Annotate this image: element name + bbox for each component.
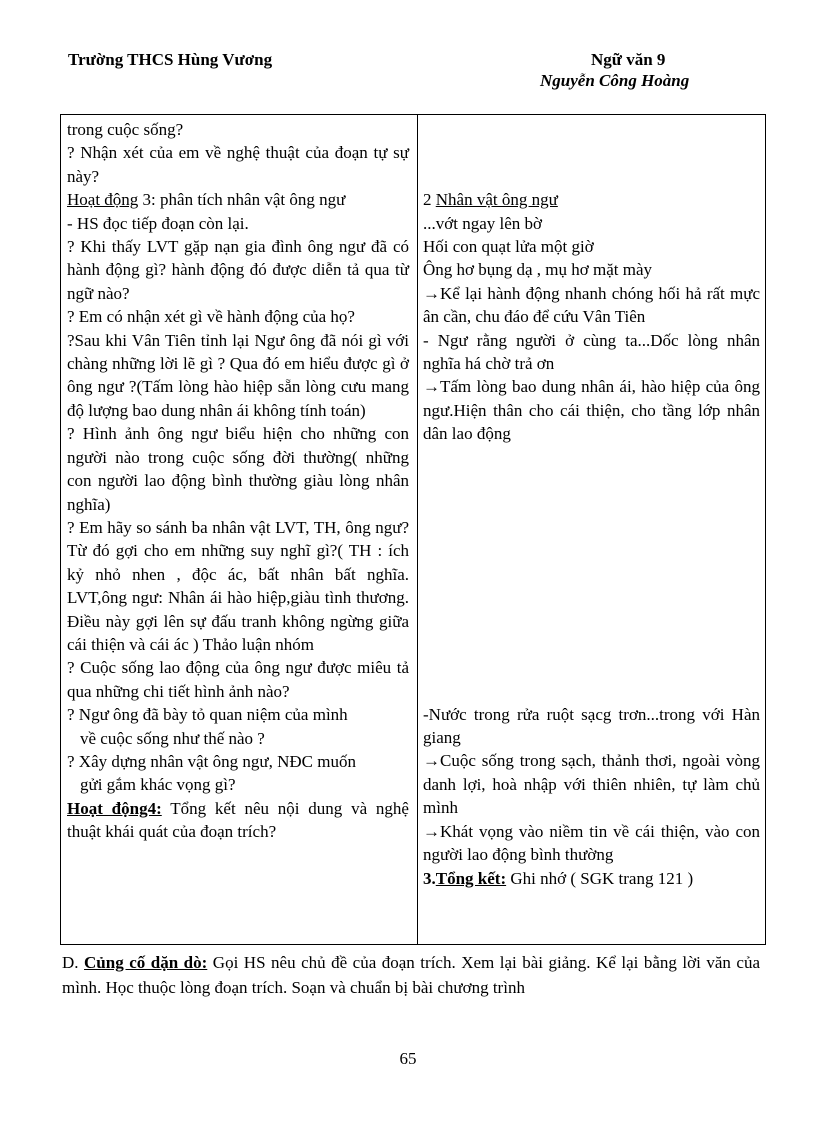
footer-text: Gọi HS nêu chủ đề của đoạn trích. Xem lại bài giảng. Kể lại bằng lời văn của mình. Học thuộc lòng đoạn trích. Soạn và chuẩn bị bài chương trình — [62, 953, 760, 997]
left-question: ? Cuộc sống lao động của ông ngư được miêu tả qua những chi tiết hình ảnh nào? — [67, 658, 409, 701]
left-question: ?Sau khi Vân Tiên tỉnh lại Ngư ông đã nói gì với chàng những lời lẽ gì ? Qua đó em hiểu được gì ở ông ngư ?(Tấm lòng hào hiệp sẵn lòng cưu mang độ lượng bao dung nhân ái không tính toán) — [67, 330, 409, 420]
left-question: ? Nhận xét của em về nghệ thuật của đoạn tự sự này? — [67, 143, 409, 186]
activity-4-label: Hoạt động4: — [67, 798, 162, 818]
section-2-number: 2 — [423, 190, 436, 210]
section-3-text: Ghi nhớ ( SGK trang 121 ) — [506, 868, 694, 888]
lt — [423, 118, 760, 141]
section-2-heading — [423, 188, 760, 211]
section-3-title: Tổng kết: — [435, 868, 507, 888]
subject-title: Ngữ văn 9 — [591, 50, 666, 69]
school-name: Trường THCS Hùng Vương — [68, 50, 273, 69]
left-line: trong cuộc sống? — [67, 120, 184, 139]
section-3-heading — [423, 867, 760, 890]
right-line: -Nước trong rửa ruột sạcg trơn...trong với Hàn giang — [423, 704, 760, 748]
left-question-cont: gửi gắm khác vọng gì? — [80, 775, 236, 795]
right-line: →Tấm lòng bao dung nhân ái, hào hiệp của ông ngư.Hiện thân cho cái thiện, cho tầng lớp nhân dân lao động — [423, 377, 760, 444]
teacher-name: Nguyễn Công Hoàng — [540, 71, 690, 90]
right-line: Ông hơ bụng dạ , mụ hơ mặt mày — [423, 260, 653, 280]
right-line: ...vớt ngay lên bờ — [423, 213, 543, 233]
consolidation-paragraph — [62, 950, 760, 1000]
left-question-cont: về cuộc sống như thế nào ? — [80, 728, 265, 748]
left-question: ? Hình ảnh ông ngư biểu hiện cho những con người nào trong cuộc sống đời thường( những con người lao động bình thường giàu lòng nhân nghĩa) — [67, 424, 409, 514]
footer-prefix: D. — [62, 953, 85, 972]
activity-3-text: 3: phân tích nhân vật ông ngư — [138, 190, 346, 210]
column-divider — [417, 115, 418, 944]
page-number: 65 — [399, 1049, 417, 1068]
right-line: - Ngư rằng người ở cùng ta...Dốc lòng nhân nghĩa há chờ trả ơn — [423, 330, 760, 374]
lesson-table — [60, 114, 766, 945]
right-line: →Khát vọng vào niềm tin về cái thiện, vào con người lao động bình thường — [423, 821, 760, 865]
right-line: →Cuộc sống trong sạch, thảnh thơi, ngoài vòng danh lợi, hoà nhập với thiên nhiên, tự làm chủ mình — [423, 751, 760, 818]
left-question: ? Em có nhận xét gì về hành động của họ? — [67, 307, 355, 327]
content-column — [423, 118, 760, 890]
section-3-number: 3. — [423, 868, 436, 888]
left-question: ? Khi thấy LVT gặp nạn gia đình ông ngư đã có hành động gì? hành động đó được diễn tả qua từ ngữ nào? — [67, 237, 409, 303]
left-question: ? Xây dựng nhân vật ông ngư, NĐC muốn — [67, 751, 356, 771]
left-question: ? Em hãy so sánh ba nhân vật LVT, TH, ông ngư? Từ đó gợi cho em những suy nghĩ gì?( TH : ích kỷ nhỏ nhen , độc ác, bất nhân bất nghĩa. LVT,ông ngư: Nhân ái hào hiệp,giàu tình thương. Điều này gợi lên sự đấu tranh không ngừng giữa cái thiện và cái ác ) Thảo luận nhóm — [67, 517, 409, 654]
left-line: - HS đọc tiếp đoạn còn lại. — [67, 213, 249, 233]
activity-3-heading — [67, 188, 409, 211]
activity-4-text: Tổng kết nêu nội dung và nghệ thuật khái quát của đoạn trích? — [67, 798, 409, 842]
activity-3-label: Hoạt động — [67, 190, 139, 210]
right-line: Hối con quạt lửa một giờ — [423, 237, 594, 256]
footer-label: Củng cố dặn dò: — [84, 953, 208, 972]
activity-4-heading — [67, 797, 409, 844]
left-question: ? Ngư ông đã bày tỏ quan niệm của mình — [67, 705, 348, 725]
spacer — [423, 446, 760, 703]
section-2-title: Nhân vật ông ngư — [435, 190, 558, 210]
lt — [423, 141, 760, 188]
right-line: →Kể lại hành động nhanh chóng hối hả rất mực ân cần, chu đáo để cứu Vân Tiên — [423, 283, 760, 327]
teacher-activities-column — [67, 118, 409, 844]
